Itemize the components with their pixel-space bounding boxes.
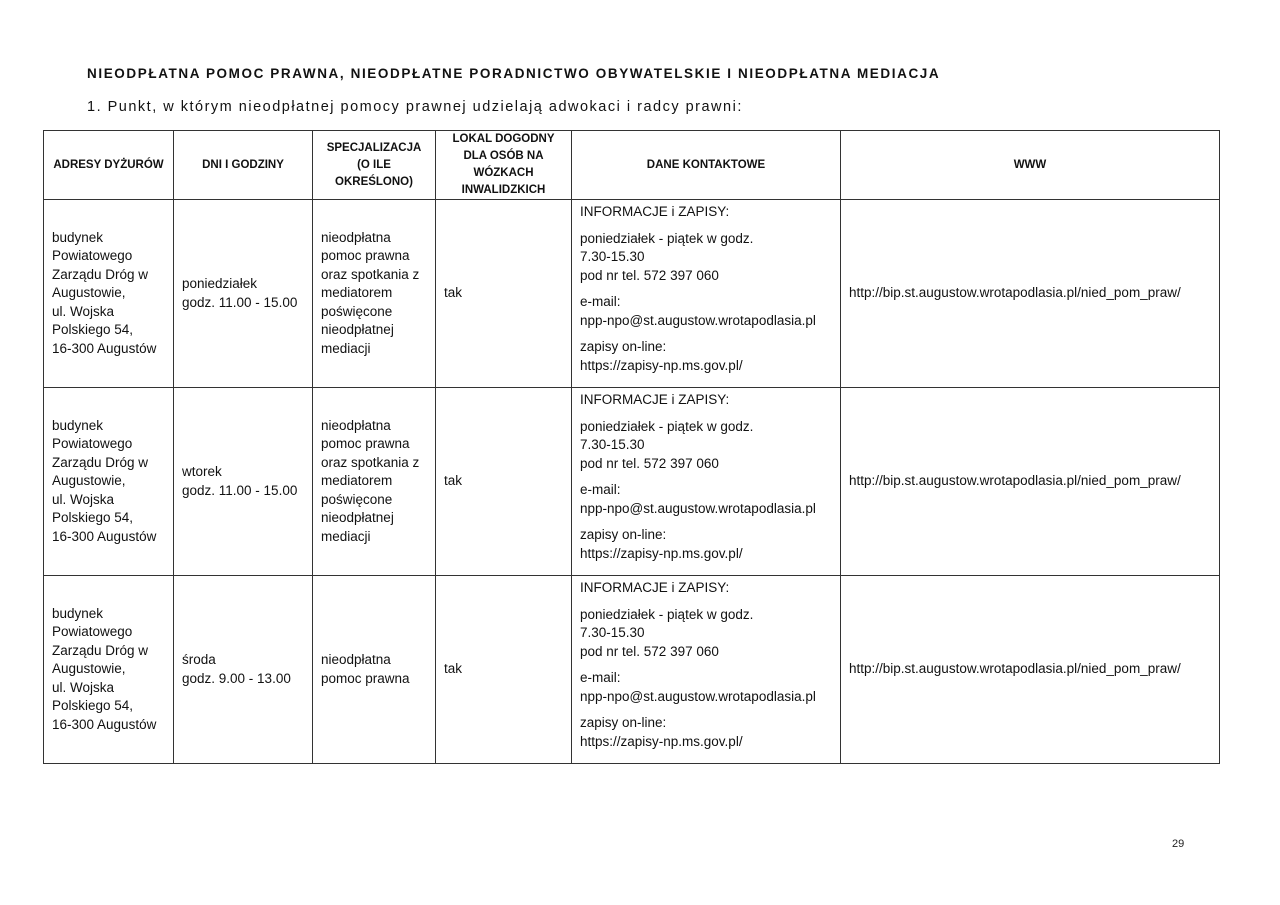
address-cell-line: Zarządu Dróg w: [52, 266, 149, 282]
wheelchair-access-cell: tak: [436, 388, 572, 576]
specialization-cell: [313, 388, 436, 576]
header-line: ADRESY DYŻURÓW: [53, 158, 164, 171]
contact-hours-block: [580, 230, 832, 286]
specialization-cell-line: mediatorem: [321, 473, 393, 489]
header-contact: [572, 131, 841, 200]
header-line: INWALIDZKICH: [461, 184, 546, 196]
table-row: [44, 200, 1220, 388]
header-line: LOKAL DOGODNY: [452, 133, 555, 145]
specialization-cell-line: nieodpłatnej: [321, 510, 394, 526]
www-link[interactable]: http://bip.st.augustow.wrotapodlasia.pl/nied_pom_praw/: [849, 473, 1181, 489]
days-hours-cell-line: godz. 9.00 - 13.00: [182, 670, 291, 686]
contact-hours-line: 7.30-15.30: [580, 249, 645, 264]
contact-hours-line: poniedziałek - piątek w godz.: [580, 606, 754, 622]
email-link[interactable]: npp-npo@st.augustow.wrotapodlasia.pl: [580, 500, 816, 516]
header-line: (O ILE: [357, 158, 391, 171]
address-cell-line: Zarządu Dróg w: [52, 454, 149, 470]
address-cell-line: ul. Wojska: [52, 303, 115, 319]
contact-title-block: [580, 391, 832, 410]
header-line: DANE KONTAKTOWE: [646, 158, 766, 171]
table-header-row: [44, 131, 1220, 200]
document-heading: NIEODPŁATNA POMOC PRAWNA, NIEODPŁATNE PORADNICTWO OBYWATELSKIE I NIEODPŁATNA MEDIACJA: [87, 66, 941, 81]
online-registration-link[interactable]: https://zapisy-np.ms.gov.pl/: [580, 733, 743, 749]
www-cell: [841, 388, 1220, 576]
specialization-cell-line: nieodpłatna: [321, 652, 391, 667]
header-line: DLA OSÓB NA: [463, 150, 544, 162]
contact-email-block: [580, 293, 832, 330]
legal-aid-table: [43, 130, 1220, 764]
page-number: 29: [1172, 838, 1185, 850]
contact-hours-line: 7.30-15.30: [580, 625, 645, 640]
contact-hours-block: [580, 606, 832, 662]
header-line: OKREŚLONO): [335, 175, 413, 188]
online-label: zapisy on-line:: [580, 527, 667, 542]
contact-hours-line: pod nr tel. 572 397 060: [580, 643, 719, 659]
contact-hours-block: [580, 418, 832, 474]
address-cell-line: Polskiego 54,: [52, 322, 134, 338]
header-wheelchair-access: [436, 131, 572, 200]
contact-online-block: [580, 714, 832, 751]
days-hours-cell-line: poniedziałek: [182, 276, 258, 291]
address-cell-line: ul. Wojska: [52, 679, 115, 695]
address-cell-line: Augustowie,: [52, 661, 126, 677]
table-row: [44, 576, 1220, 764]
specialization-cell-line: mediacji: [321, 528, 371, 544]
specialization-cell-line: mediatorem: [321, 285, 393, 301]
days-hours-cell-line: godz. 11.00 - 15.00: [182, 482, 298, 498]
table-row: [44, 388, 1220, 576]
address-cell-line: Powiatowego: [52, 436, 133, 452]
address-cell: [44, 388, 174, 576]
wheelchair-access-cell: tak: [436, 200, 572, 388]
address-cell-line: Augustowie,: [52, 473, 126, 489]
email-label: e-mail:: [580, 670, 621, 685]
www-cell: [841, 200, 1220, 388]
specialization-cell-line: pomoc prawna: [321, 248, 410, 264]
specialization-cell: [313, 576, 436, 764]
header-www: [841, 131, 1220, 200]
address-cell-line: Powiatowego: [52, 624, 133, 640]
address-cell-line: budynek: [52, 417, 104, 433]
contact-cell: [572, 576, 841, 764]
online-label: zapisy on-line:: [580, 339, 667, 354]
contact-hours-line: poniedziałek - piątek w godz.: [580, 418, 754, 434]
contact-cell: [572, 200, 841, 388]
header-line: DNI I GODZINY: [202, 158, 284, 171]
address-cell-line: budynek: [52, 229, 104, 245]
email-label: e-mail:: [580, 294, 621, 309]
contact-hours-line: pod nr tel. 572 397 060: [580, 455, 719, 471]
specialization-cell-line: mediacji: [321, 340, 371, 356]
address-cell-line: 16-300 Augustów: [52, 340, 157, 356]
address-cell-line: 16-300 Augustów: [52, 528, 157, 544]
www-link[interactable]: http://bip.st.augustow.wrotapodlasia.pl/nied_pom_praw/: [849, 285, 1181, 301]
specialization-cell-line: pomoc prawna: [321, 670, 410, 686]
specialization-cell-line: nieodpłatna: [321, 229, 391, 245]
address-cell-line: Polskiego 54,: [52, 698, 134, 714]
contact-email-block: [580, 669, 832, 706]
address-cell-line: Zarządu Dróg w: [52, 642, 149, 658]
contact-hours-line: 7.30-15.30: [580, 437, 645, 452]
section-subheading: 1. Punkt, w którym nieodpłatnej pomocy prawnej udzielają adwokaci i radcy prawni:: [87, 99, 743, 115]
contact-email-block: [580, 481, 832, 518]
address-cell-line: Polskiego 54,: [52, 510, 134, 526]
header-line: WÓZKACH: [473, 167, 534, 179]
header-addresses: [44, 131, 174, 200]
address-cell: [44, 576, 174, 764]
address-cell-line: budynek: [52, 605, 104, 621]
contact-title-block: [580, 203, 832, 222]
contact-title: INFORMACJE i ZAPISY:: [580, 204, 730, 219]
www-cell: [841, 576, 1220, 764]
address-cell-line: 16-300 Augustów: [52, 716, 157, 732]
contact-hours-line: pod nr tel. 572 397 060: [580, 267, 719, 283]
contact-online-block: [580, 526, 832, 563]
wheelchair-access-cell: tak: [436, 576, 572, 764]
days-hours-cell: [174, 200, 313, 388]
specialization-cell-line: oraz spotkania z: [321, 266, 420, 282]
specialization-cell-line: poświęcone: [321, 491, 393, 507]
days-hours-cell-line: godz. 11.00 - 15.00: [182, 294, 298, 310]
specialization-cell-line: oraz spotkania z: [321, 454, 420, 470]
address-cell-line: Powiatowego: [52, 248, 133, 264]
online-label: zapisy on-line:: [580, 715, 667, 730]
specialization-cell-line: nieodpłatnej: [321, 322, 394, 338]
specialization-cell-line: nieodpłatna: [321, 417, 391, 433]
header-specialization: [313, 131, 436, 200]
days-hours-cell-line: wtorek: [182, 464, 222, 479]
days-hours-cell: [174, 388, 313, 576]
specialization-cell-line: pomoc prawna: [321, 436, 410, 452]
email-link[interactable]: npp-npo@st.augustow.wrotapodlasia.pl: [580, 312, 816, 328]
address-cell-line: Augustowie,: [52, 285, 126, 301]
address-cell: [44, 200, 174, 388]
header-days-hours: [174, 131, 313, 200]
address-cell-line: ul. Wojska: [52, 491, 115, 507]
contact-title: INFORMACJE i ZAPISY:: [580, 392, 730, 407]
header-line: SPECJALIZACJA: [326, 141, 422, 154]
email-label: e-mail:: [580, 482, 621, 497]
specialization-cell-line: poświęcone: [321, 303, 393, 319]
days-hours-cell: [174, 576, 313, 764]
online-registration-link[interactable]: https://zapisy-np.ms.gov.pl/: [580, 357, 743, 373]
header-line: WWW: [1013, 158, 1047, 171]
contact-online-block: [580, 338, 832, 375]
email-link[interactable]: npp-npo@st.augustow.wrotapodlasia.pl: [580, 688, 816, 704]
contact-hours-line: poniedziałek - piątek w godz.: [580, 230, 754, 246]
days-hours-cell-line: środa: [182, 652, 216, 667]
www-link[interactable]: http://bip.st.augustow.wrotapodlasia.pl/nied_pom_praw/: [849, 661, 1181, 677]
online-registration-link[interactable]: https://zapisy-np.ms.gov.pl/: [580, 545, 743, 561]
specialization-cell: [313, 200, 436, 388]
contact-title-block: [580, 579, 832, 598]
contact-cell: [572, 388, 841, 576]
contact-title: INFORMACJE i ZAPISY:: [580, 580, 730, 595]
